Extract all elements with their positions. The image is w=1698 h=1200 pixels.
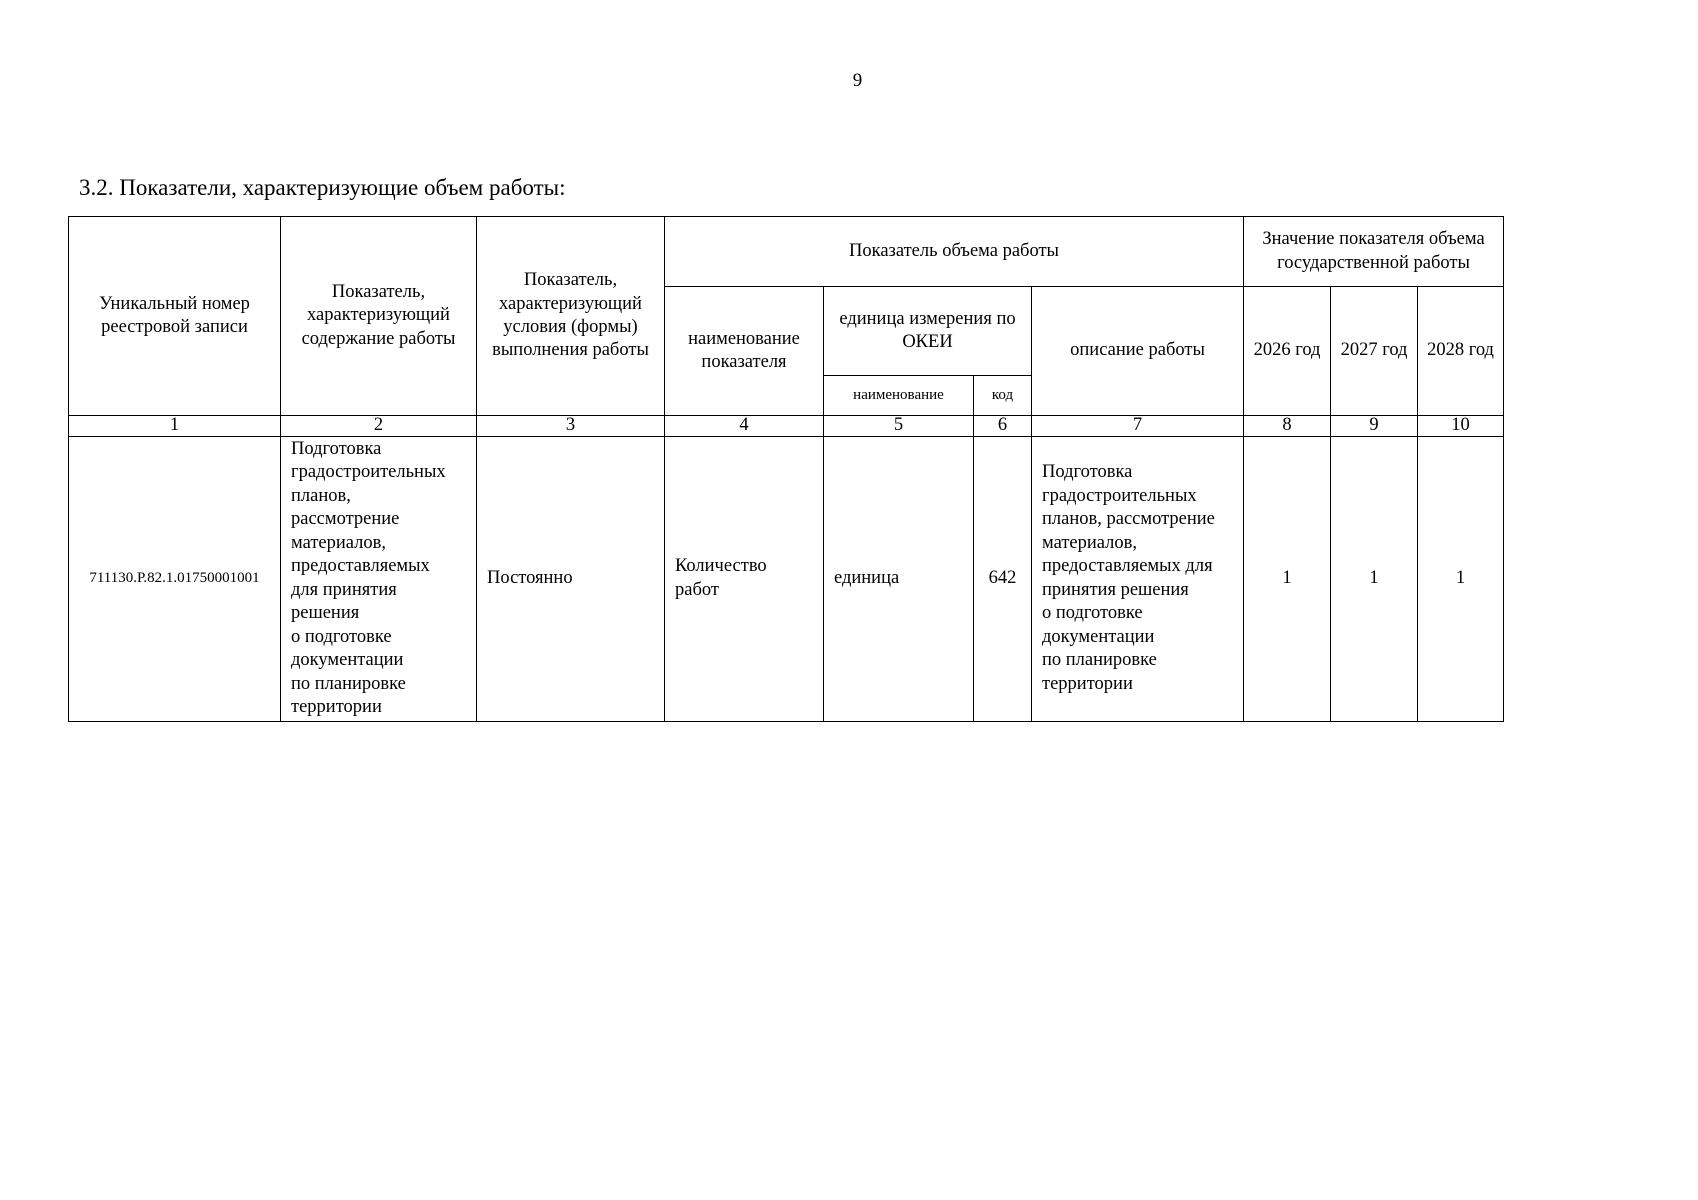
value-2028-cell: 1	[1418, 437, 1504, 722]
column-number: 9	[1331, 416, 1418, 437]
column-number: 2	[281, 416, 477, 437]
header-registry-number: Уникальный номер реестровой записи	[69, 217, 281, 416]
column-number: 3	[477, 416, 665, 437]
registry-number-cell: 711130.Р.82.1.01750001001	[69, 437, 281, 722]
page-number: 9	[852, 70, 863, 91]
column-number: 1	[69, 416, 281, 437]
indicator-name-cell	[665, 437, 824, 722]
unit-name-cell: единица	[824, 437, 974, 722]
header-year-2028: 2028 год	[1418, 287, 1504, 416]
header-year-2026: 2026 год	[1244, 287, 1331, 416]
column-number: 6	[974, 416, 1032, 437]
description-text: Подготовка градостроительных планов, рассмотрение материалов, предоставляемых для принятия решения о подготовке документации по планировке территории	[1042, 462, 1215, 694]
header-unit-code: код	[974, 376, 1032, 416]
column-number: 8	[1244, 416, 1331, 437]
column-number-row	[69, 416, 1504, 437]
value-2026-cell: 1	[1244, 437, 1331, 722]
description-cell	[1032, 437, 1244, 722]
header-year-2027: 2027 год	[1331, 287, 1418, 416]
section-heading: 3.2. Показатели, характеризующие объем работы:	[79, 175, 566, 200]
header-indicator-name: наименование показателя	[665, 287, 824, 416]
content-cell	[281, 437, 477, 722]
volume-indicators-table	[68, 216, 1504, 722]
column-number: 10	[1418, 416, 1504, 437]
header-conditions-indicator: Показатель, характеризующий условия (формы) выполнения работы	[477, 217, 665, 416]
header-volume-value-group: Значение показателя объема государственной работы	[1244, 217, 1504, 287]
table-row	[69, 437, 1504, 722]
conditions-cell: Постоянно	[477, 437, 665, 722]
column-number: 4	[665, 416, 824, 437]
table-header-row	[69, 217, 1504, 287]
value-2027-cell: 1	[1331, 437, 1418, 722]
header-volume-indicator-group: Показатель объема работы	[665, 217, 1244, 287]
unit-code-cell: 642	[974, 437, 1032, 722]
column-number: 5	[824, 416, 974, 437]
header-unit-name: наименование	[824, 376, 974, 416]
column-number: 7	[1032, 416, 1244, 437]
header-work-description: описание работы	[1032, 287, 1244, 416]
header-okei-unit-group: единица измерения по ОКЕИ	[824, 287, 1032, 376]
header-content-indicator: Показатель, характеризующий содержание работы	[281, 217, 477, 416]
content-text: Подготовка градостроительных планов, рассмотрение материалов, предоставляемых для принятия решения о подготовке документации по планировке территории	[291, 439, 446, 718]
indicator-name-text: Количество работ	[675, 556, 767, 600]
